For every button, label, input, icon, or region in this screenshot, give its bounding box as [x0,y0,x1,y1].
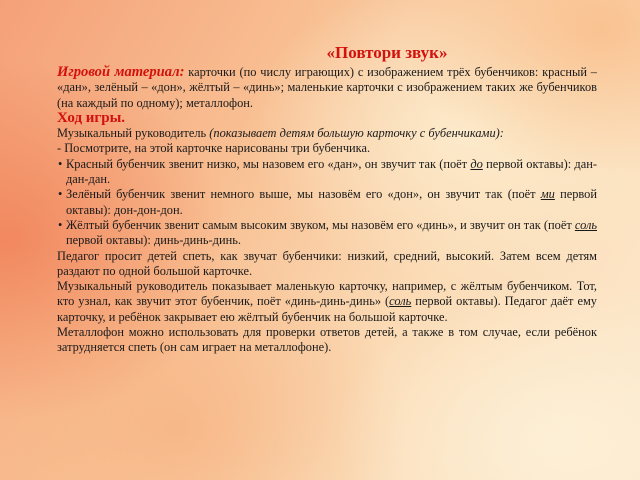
director-italic-note: (показывает детям большую карточку с бубенчиками): [209,126,504,141]
metallophone-paragraph: Металлофон можно использовать для проверки ответов детей, а также в том случае, если ребёнок затрудняется спеть (он сам играет на металлофоне). [57,325,597,355]
game-heading: Ход игры. [57,109,126,126]
bullet-green-text-a: Зелёный бубенчик звенит немного выше, мы назовём его «дон», он звучит так (поёт [66,187,541,202]
teacher-paragraph: Педагог просит детей спеть, как звучат бубенчики: низкий, средний, высокий. Затем всем детям раздают по одной большой карточке. [57,248,597,278]
material-paragraph [57,65,597,111]
bullet-green-bell [57,187,597,218]
slide-content [57,43,597,356]
director-text: Музыкальный руководитель [57,126,210,141]
bullet-green-note: ми [540,187,555,202]
bullet-yellow-note: соль [574,217,597,232]
slide-title: «Повтори звук» [326,43,448,62]
small-card-text-a: Музыкальный руководитель показывает маленькую карточку, например, с жёлтым бубенчиком. Тот, кто узнал, как звучит этот бубенчик, поёт «динь-динь-динь» ( [57,279,597,309]
bullet-red-note: до [470,156,483,171]
look-paragraph: - Посмотрите, на этой карточке нарисованы три бубенчика. [57,141,371,156]
bullet-green-text-b: первой октавы): дон-дон-дон. [66,187,597,217]
bullet-yellow-bell [57,218,597,249]
director-paragraph [57,126,597,141]
small-card-text-b: первой октавы). Педагог даёт ему карточку, и ребёнок закрывает ею жёлтый бубенчик на большой карточке. [57,294,597,324]
small-card-note: соль [389,294,412,309]
bullet-yellow-text-b: первой октавы): динь-динь-динь. [66,233,241,248]
bullet-yellow-text-a: Жёлтый бубенчик звенит самым высоким звуком, мы назовём его «динь», и звучит он так (поёт [66,217,575,232]
bullet-red-text-a: Красный бубенчик звенит низко, мы назовем его «дан», он звучит так (поёт [66,156,471,171]
bullet-red-bell [57,157,597,188]
material-text: карточки (по числу играющих) с изображением трёх бубенчиков: красный – «дан», зелёный – «дон», жёлтый – «динь»; маленькие карточки с изображением таких же бубенчиков (на каждый по одному); металлофон. [57,65,597,110]
material-heading: Игровой материал: [57,64,185,80]
bullet-red-text-b: первой октавы): дан-дан-дан. [66,156,597,187]
small-card-paragraph [57,279,597,325]
